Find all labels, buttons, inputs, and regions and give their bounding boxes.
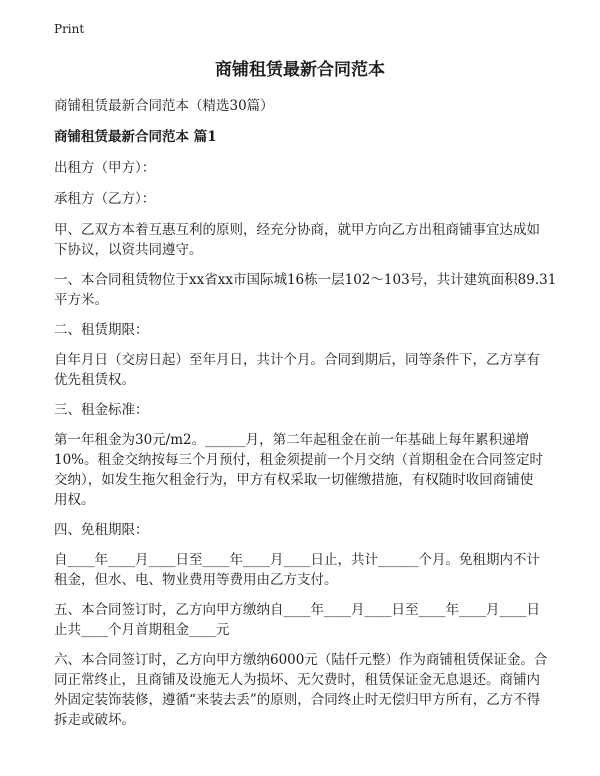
paragraph-line: 六、本合同签订时，乙方向甲方缴纳6000元（陆仟元整）作为商铺租赁保证金。合 — [54, 652, 548, 668]
lessor-line: 出租方（甲方）： — [54, 160, 156, 176]
paragraph-line: 甲、乙双方本着互惠互利的原则，经充分协商，就甲方向乙方出租商铺事宜达成如 — [54, 222, 540, 238]
subtitle: 商铺租赁最新合同范本（精选30篇） — [54, 98, 274, 114]
paragraph-line: 自年月日（交房日起）至年月日，共计个月。合同到期后，同等条件下，乙方享有 — [54, 352, 540, 368]
paragraph-line: 租金，但水、电、物业费用等费用由乙方支付。 — [54, 572, 338, 588]
document-title: 商铺租赁最新合同范本 — [215, 60, 385, 80]
clause-heading: 四、免租期限： — [54, 522, 149, 538]
paragraph-line: 用权。 — [54, 492, 95, 508]
lessee-line: 承租方（乙方）： — [54, 191, 156, 207]
paragraph-line: 优先租赁权。 — [54, 372, 135, 388]
paragraph-line: 下协议，以资共同遵守。 — [54, 242, 203, 258]
paragraph-line: 平方米。 — [54, 292, 108, 308]
paragraph-line: 五、本合同签订时，乙方向甲方缴纳自____年____月____日至____年____月____日 — [54, 602, 540, 618]
paragraph-line: 止共____个月首期租金____元 — [54, 622, 230, 638]
paragraph-line: 拆走或破坏。 — [54, 712, 135, 728]
clause-heading: 二、租赁期限： — [54, 322, 149, 338]
paragraph-line: 外固定装饰装修，遵循“来装去丢”的原则，合同终止时无偿归甲方所有，乙方不得 — [54, 692, 541, 708]
paragraph-line: 同正常终止，且商铺及设施无人为损坏、无欠费时，租赁保证金无息退还。商铺内 — [54, 672, 540, 688]
paragraph-line: 一、本合同租赁物位于xx省xx市国际城16栋一层102～103号，共计建筑面积89.31 — [54, 272, 557, 288]
paragraph-line: 自____年____月____日至____年____月____日止，共计______个月。免租期内不计 — [54, 552, 540, 568]
clause-heading: 三、租金标准： — [54, 402, 149, 418]
paragraph-line: 交纳），如发生拖欠租金行为，甲方有权采取一切催缴措施，有权随时收回商铺使 — [54, 472, 534, 488]
paragraph-line: 10%。租金交纳按每三个月预付，租金须提前一个月交纳（首期租金在合同签定时 — [54, 452, 544, 468]
paragraph-line: 第一年租金为30元/m2。______月，第二年起租金在前一年基础上每年累积递增 — [54, 432, 530, 448]
print-link[interactable]: Print — [54, 22, 85, 36]
section-heading: 商铺租赁最新合同范本 篇1 — [54, 129, 217, 145]
